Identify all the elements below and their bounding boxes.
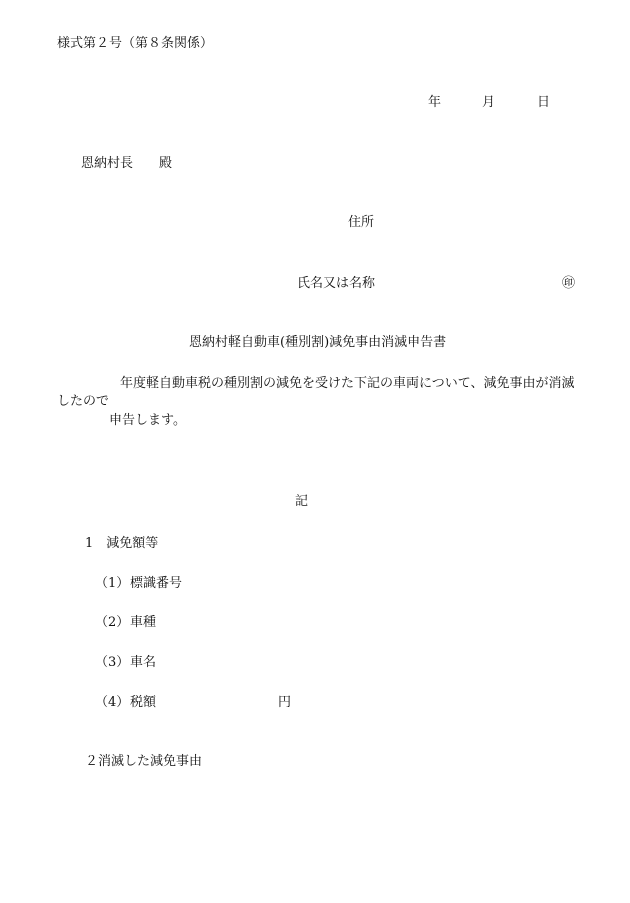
yen-unit: 円: [278, 695, 292, 710]
subitem-vehicle-name: [95, 655, 156, 671]
subitem-label: 車種: [130, 615, 157, 630]
subitem-number: （1）: [95, 576, 130, 591]
subitem-number: （2）: [95, 615, 130, 630]
item-1-heading: 1 減免額等: [85, 536, 159, 551]
subitem-label: 車名: [130, 655, 157, 670]
body-text-line-2: したので: [57, 394, 110, 409]
subitem-registration-number: [95, 576, 182, 592]
subitem-label: 税額: [130, 695, 157, 710]
document-title: 恩納村軽自動車(種別割)減免事由消滅申告書: [189, 335, 447, 350]
ki-heading: 記: [295, 494, 309, 509]
item-2-heading: ２消滅した減免事由: [85, 754, 203, 769]
body-text-line-1: 年度軽自動車税の種別割の減免を受けた下記の車両について、減免事由が消滅: [120, 376, 575, 391]
subitem-vehicle-type: [95, 615, 156, 631]
name-label: 氏名又は名称: [297, 276, 376, 291]
address-label: 住所: [348, 215, 375, 230]
date-month-label: 月: [482, 95, 496, 110]
date-year-label: 年: [428, 95, 442, 110]
subitem-tax-amount: [95, 695, 156, 711]
body-text-line-3: 申告します。: [109, 413, 186, 428]
subitem-number: （3）: [95, 655, 130, 670]
seal-mark: ㊞: [562, 276, 576, 291]
subitem-label: 標識番号: [130, 576, 183, 591]
form-number: 様式第２号（第８条関係）: [57, 36, 214, 51]
subitem-number: （4）: [95, 695, 130, 710]
date-day-label: 日: [537, 95, 551, 110]
addressee: 恩納村長 殿: [81, 156, 173, 171]
